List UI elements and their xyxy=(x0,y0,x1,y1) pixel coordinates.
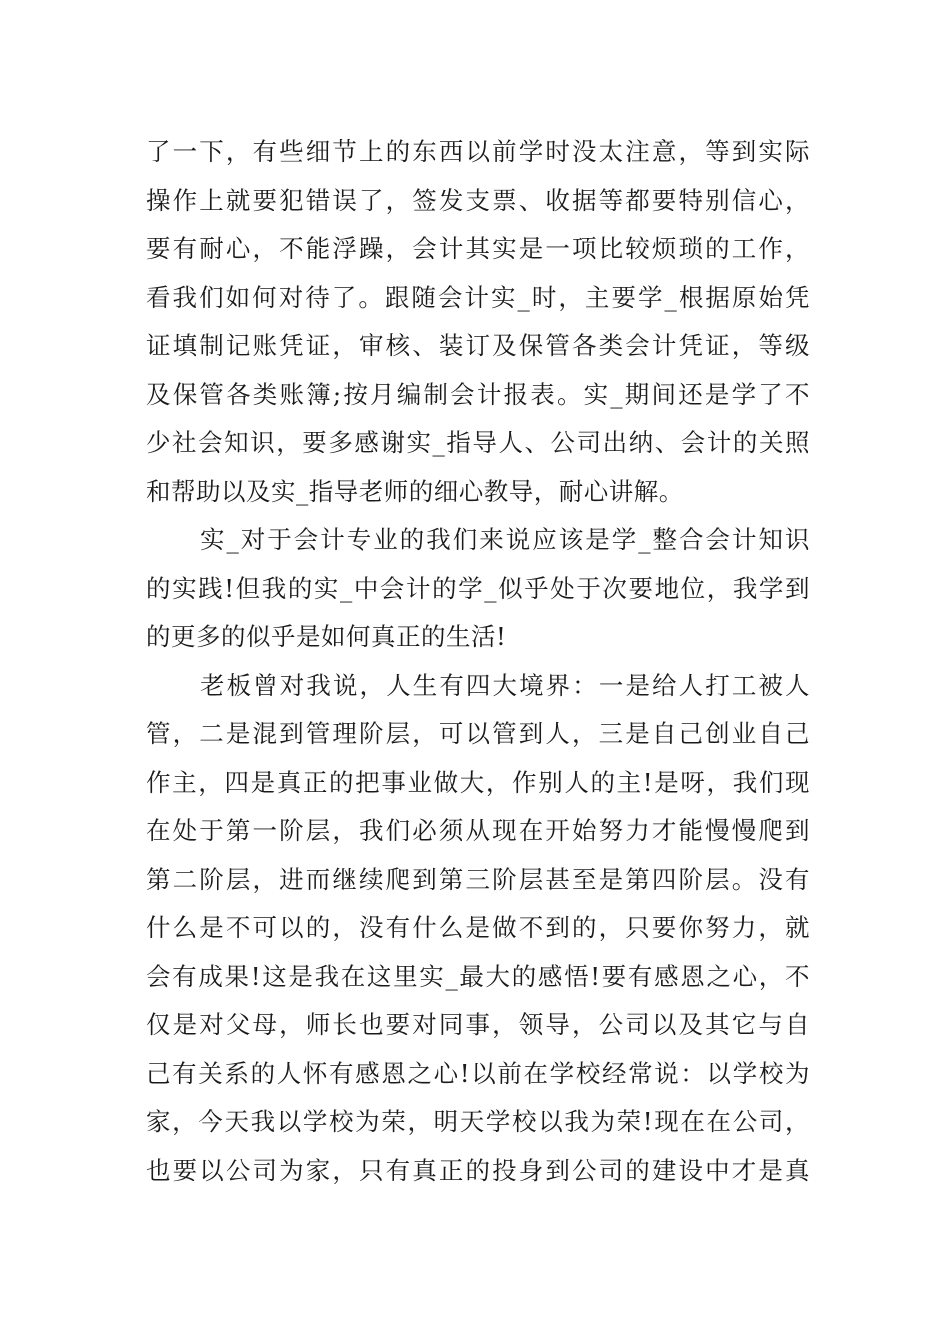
text-line: 证填制记账凭证，审核、装订及保管各类会计凭证，等级 xyxy=(146,331,810,360)
text-line: 第二阶层，进而继续爬到第三阶层甚至是第四阶层。没有 xyxy=(146,864,810,894)
text-line: 的实践!但我的实_中会计的学_似乎处于次要地位，我学到 xyxy=(146,573,810,603)
body-text xyxy=(146,128,810,1195)
text-line: 仅是对父母，师长也要对同事，领导，公司以及其它与自 xyxy=(146,1010,810,1039)
paragraph-start-line: 老板曾对我说，人生有四大境界：一是给人打工被人 xyxy=(200,670,810,700)
text-line: 操作上就要犯错误了，签发支票、收据等都要特别信心， xyxy=(146,185,810,215)
text-line: 会有成果!这是我在这里实_最大的感悟!要有感恩之心，不 xyxy=(146,961,810,991)
text-line: 在处于第一阶层，我们必须从现在开始努力才能慢慢爬到 xyxy=(146,816,810,845)
text-line: 己有关系的人怀有感恩之心!以前在学校经常说：以学校为 xyxy=(146,1058,810,1088)
text-line: 和帮助以及实_指导老师的细心教导，耐心讲解。 xyxy=(146,476,684,506)
text-line: 少社会知识，要多感谢实_指导人、公司出纳、会计的关照 xyxy=(146,428,810,457)
text-line: 的更多的似乎是如何真正的生活! xyxy=(146,622,507,651)
text-line: 看我们如何对待了。跟随会计实_时，主要学_根据原始凭 xyxy=(146,282,810,312)
text-line: 也要以公司为家，只有真正的投身到公司的建设中才是真 xyxy=(146,1155,810,1185)
text-line: 了一下，有些细节上的东西以前学时没太注意，等到实际 xyxy=(146,137,810,166)
text-line: 家，今天我以学校为荣，明天学校以我为荣!现在在公司， xyxy=(146,1107,810,1136)
text-line: 管，二是混到管理阶层，可以管到人，三是自己创业自己 xyxy=(146,719,810,748)
text-line: 什么是不可以的，没有什么是做不到的，只要你努力，就 xyxy=(146,913,810,942)
text-line: 及保管各类账簿;按月编制会计报表。实_期间还是学了不 xyxy=(146,379,810,409)
text-line: 作主，四是真正的把事业做大，作别人的主!是呀，我们现 xyxy=(146,767,810,797)
text-line: 要有耐心，不能浮躁，会计其实是一项比较烦琐的工作， xyxy=(146,234,810,263)
paragraph-start-line: 实_对于会计专业的我们来说应该是学_整合会计知识 xyxy=(200,525,810,554)
